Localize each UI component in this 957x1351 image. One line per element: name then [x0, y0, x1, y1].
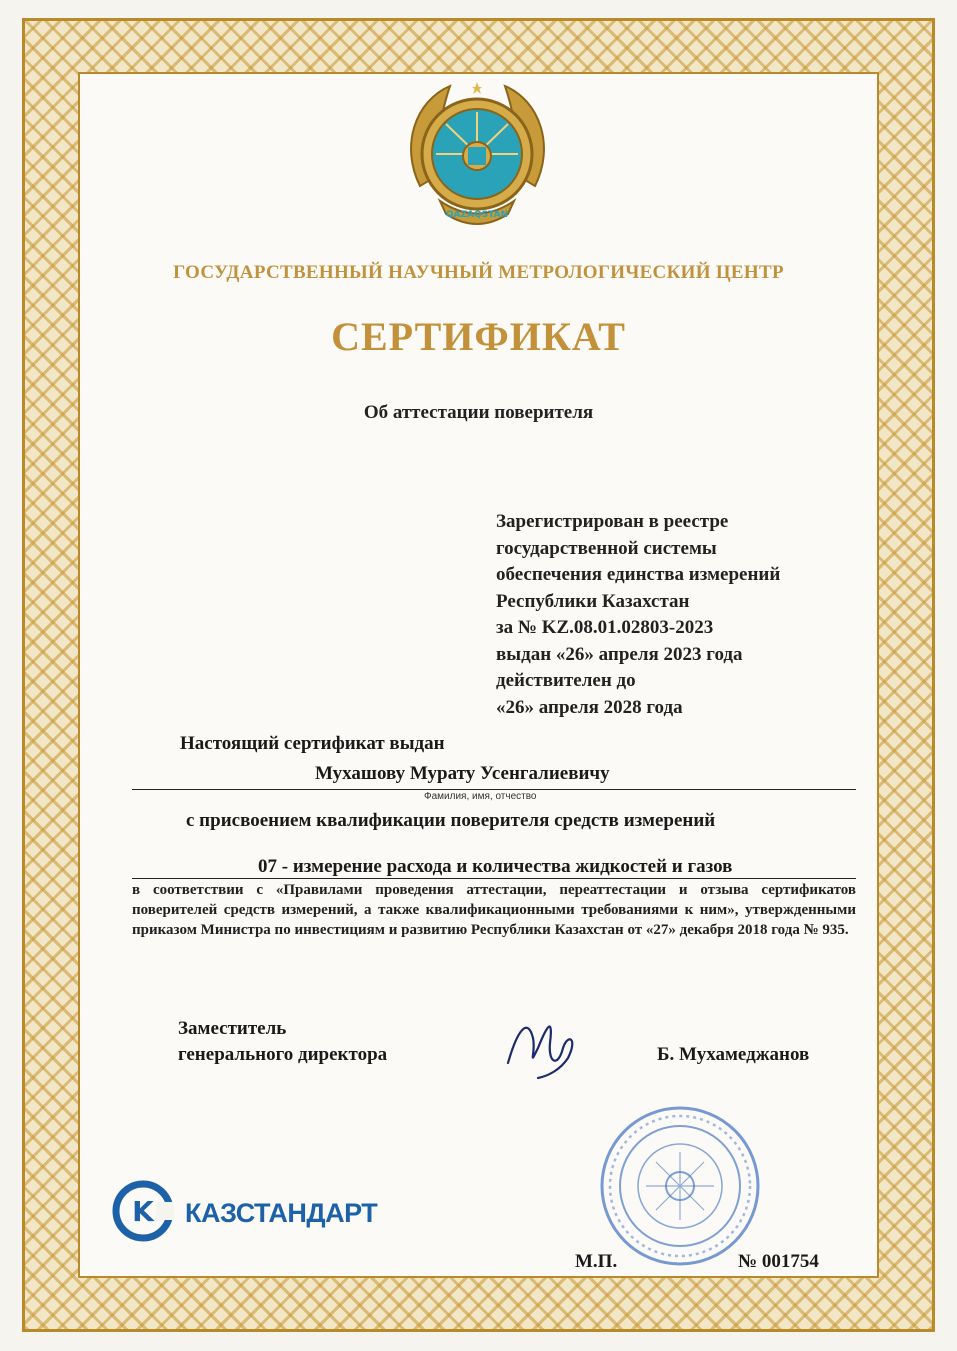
emblem-text: QAZAQSTAN: [445, 210, 509, 220]
signatory-name: Б. Мухамеджанов: [657, 1044, 810, 1065]
signatory-role: [178, 1016, 387, 1068]
expiry-date: «26» апреля 2028 года: [496, 696, 683, 718]
state-emblem-icon: [400, 76, 555, 236]
name-underline: [132, 789, 856, 790]
handwritten-signature: [498, 1008, 588, 1083]
registration-line: обеспечения единства измерений: [496, 564, 781, 585]
qualification-label: с присвоением квалификации поверителя средств измерений: [186, 810, 716, 831]
issue-date: выдан «26» апреля 2023 года: [496, 643, 743, 665]
registration-block: [496, 509, 856, 721]
qualification-area: 07 - измерение расхода и количества жидкостей и газов: [258, 856, 733, 877]
official-seal-icon: [598, 1104, 762, 1268]
signatory-role-line: генерального директора: [178, 1044, 388, 1065]
registration-line: Республики Казахстан: [496, 590, 690, 612]
qualification-underline: [132, 878, 856, 879]
svg-text:K: K: [132, 1195, 154, 1228]
stamp-place-label: М.П.: [575, 1251, 618, 1272]
signatory-role-line: Заместитель: [178, 1018, 287, 1039]
registration-line: Зарегистрирован в реестре: [496, 511, 729, 532]
registration-number: за № KZ.08.01.02803-2023: [496, 617, 714, 638]
registration-line: государственной системы: [496, 537, 717, 559]
serial-number: № 001754: [738, 1251, 819, 1272]
holder-name: Мухашову Мурату Усенгалиевичу: [315, 763, 610, 784]
legal-basis-text: в соответствии с «Правилами проведения аттестации, переаттестации и отзыва сертификатов поверителей средств измерений, а также квалификационными требованиями к ним», утвержденными приказом Министра по инвестициям и развитию Республики Казахстан от «27» декабря 2018 года № 935.: [132, 882, 856, 938]
logo-text: КАЗСТАНДАРТ: [185, 1198, 378, 1228]
certificate-subtitle: Об аттестации поверителя: [363, 402, 594, 423]
organization-name: ГОСУДАРСТВЕННЫЙ НАУЧНЫЙ МЕТРОЛОГИЧЕСКИЙ ЦЕНТР: [173, 262, 784, 283]
issued-to-label: Настоящий сертификат выдан: [180, 733, 445, 754]
certificate-title: СЕРТИФИКАТ: [331, 314, 626, 359]
name-caption: Фамилия, имя, отчество: [424, 791, 537, 802]
kazstandart-logo-icon: [112, 1180, 174, 1242]
registration-line: действителен до: [496, 670, 636, 691]
